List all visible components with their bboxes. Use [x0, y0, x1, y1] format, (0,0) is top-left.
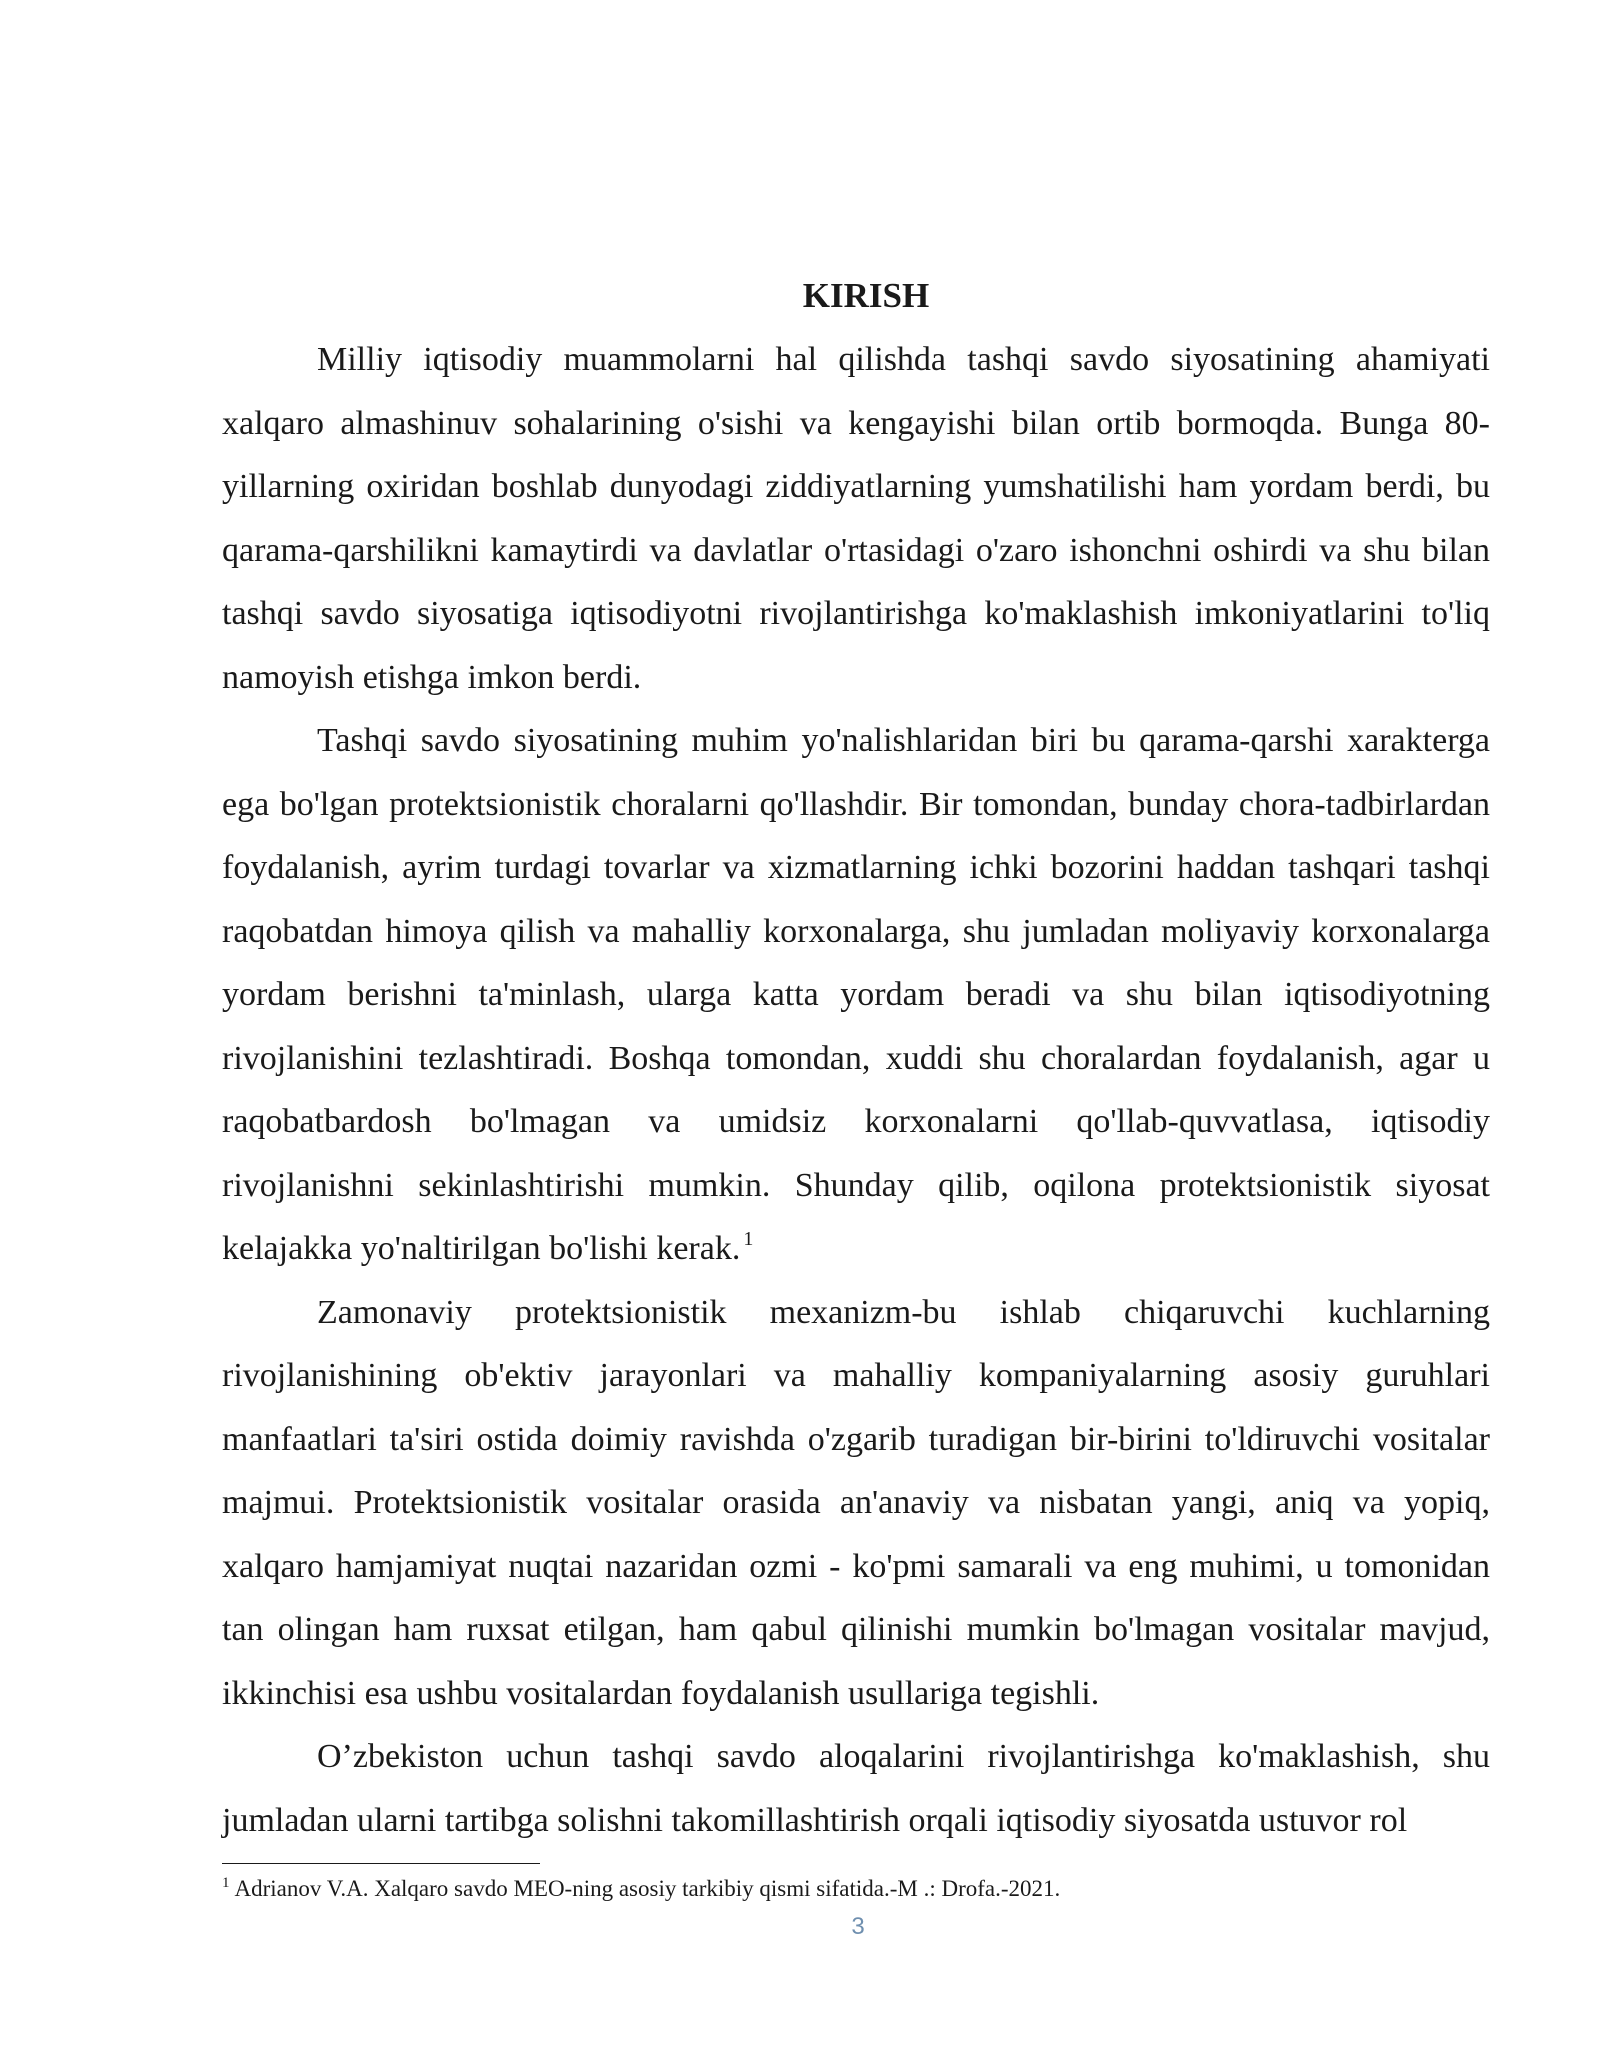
- section-title: KIRISH: [802, 276, 930, 315]
- paragraph-2-text: Tashqi savdo siyosatining muhim yo'nalishlaridan biri bu qarama-qarshi xarakterga ega bo'lgan protektsionistik choralarni qo'llashdir. Bir tomondan, bunday chora-tadbirlardan foydalanish, ayrim turdagi tovarlar va xizmatlarning ichki bozorini haddan tashqari tashqi raqobatdan himoya qilish va mahalliy korxonalarga, shu jumladan moliyaviy korxonalarga yordam berishni ta'minlash, ularga katta yordam beradi va shu bilan iqtisodiyotning rivojlanishini tezlashtiradi. Boshqa tomondan, xuddi shu choralardan foydalanish, agar u raqobatbardosh bo'lmagan va umidsiz korxonalarni qo'llab-quvvatlasa, iqtisodiy rivojlanishni sekinlashtirishi mumkin. Shunday qilib, oqilona protektsionistik siyosat kelajakka yo'naltirilgan bo'lishi kerak.: [222, 722, 1490, 1267]
- paragraph-4-text: O’zbekiston uchun tashqi savdo aloqalarini rivojlantirishga ko'maklashish, shu jumladan ularni tartibga solishni takomillashtirish orqali iqtisodiy siyosatda ustuvor rol: [222, 1738, 1490, 1839]
- page-number: 3: [851, 1913, 865, 1940]
- footnote-1: [222, 1874, 1490, 1904]
- footnote-text: Adrianov V.A. Xalqaro savdo MEO-ning asosiy tarkibiy qismi sifatida.-M .: Drofa.-2021.: [234, 1876, 1061, 1901]
- footnote-reference[interactable]: 1: [743, 1227, 754, 1250]
- paragraph-1-text: Milliy iqtisodiy muammolarni hal qilishda tashqi savdo siyosatining ahamiyati xalqaro almashinuv sohalarining o'sishi va kengayishi bilan ortib bormoqda. Bunga 80-yillarning oxiridan boshlab dunyodagi ziddiyatlarning yumshatilishi ham yordam berdi, bu qarama-qarshilikni kamaytirdi va davlatlar o'rtasidagi o'zaro ishonchni oshirdi va shu bilan tashqi savdo siyosatiga iqtisodiyotni rivojlantirishga ko'maklashish imkoniyatlarini to'liq namoyish etishga imkon berdi.: [222, 341, 1490, 696]
- paragraph-3: [222, 1281, 1490, 1726]
- paragraph-3-text: Zamonaviy protektsionistik mexanizm-bu ishlab chiqaruvchi kuchlarning rivojlanishining ob'ektiv jarayonlari va mahalliy kompaniyalarning asosiy guruhlari manfaatlari ta'siri ostida doimiy ravishda o'zgarib turadigan bir-birini to'ldiruvchi vositalar majmui. Protektsionistik vositalar orasida an'anaviy va nisbatan yangi, aniq va yopiq, xalqaro hamjamiyat nuqtai nazaridan ozmi - ko'pmi samarali va eng muhimi, u tomonidan tan olingan ham ruxsat etilgan, ham qabul qilinishi mumkin bo'lmagan vositalar mavjud, ikkinchisi esa ushbu vositalardan foydalanish usullariga tegishli.: [222, 1293, 1490, 1712]
- footnote-marker: 1: [222, 1875, 230, 1892]
- paragraph-4: [222, 1725, 1490, 1852]
- footnote-section: [222, 1863, 1490, 1904]
- paragraph-1: [222, 328, 1490, 709]
- footnote-separator: [222, 1863, 540, 1864]
- paragraph-2: [222, 709, 1490, 1281]
- document-body: [222, 272, 1490, 1852]
